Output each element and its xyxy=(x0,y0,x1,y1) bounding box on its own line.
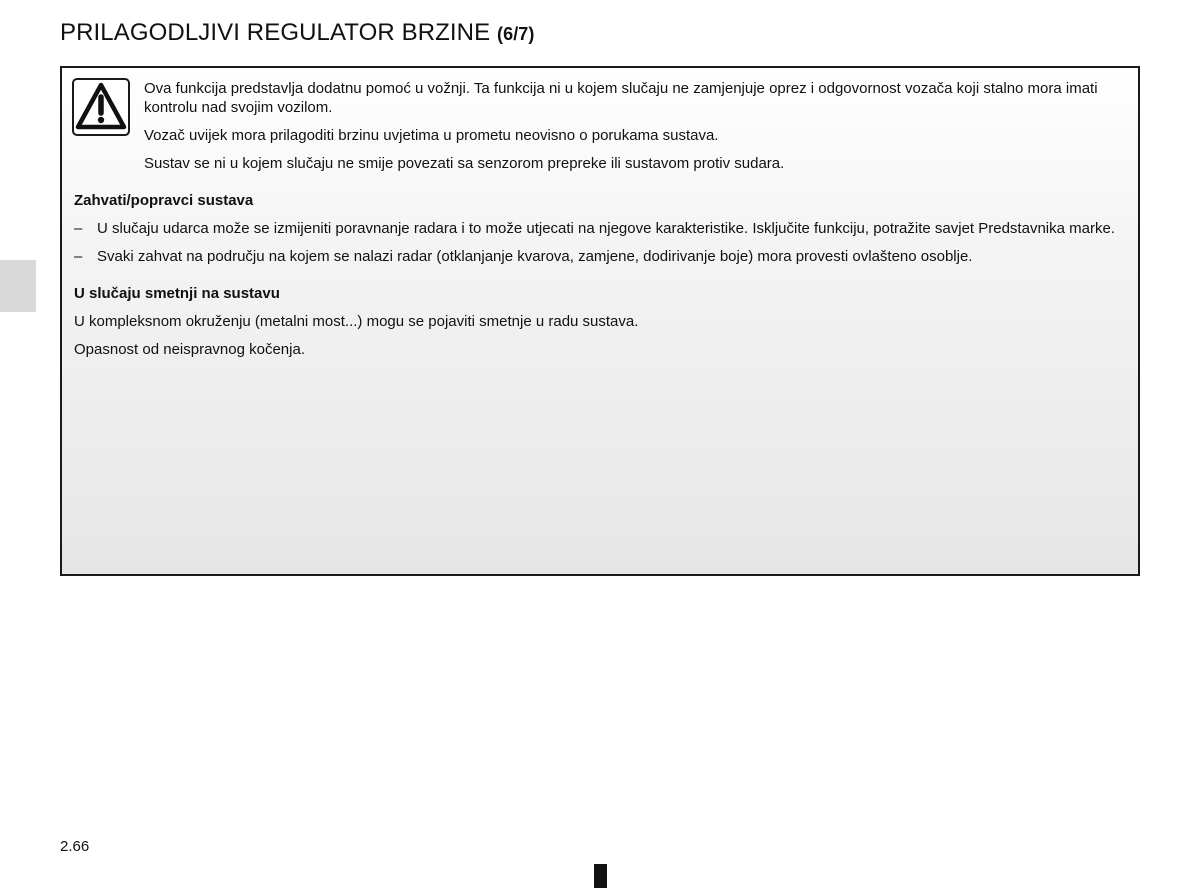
list-item xyxy=(74,219,1126,238)
interference-paragraph: Opasnost od neispravnog kočenja. xyxy=(74,341,305,358)
interference-paragraph: U kompleksnom okruženju (metalni most...) mogu se pojaviti smetnje u radu sustava. xyxy=(74,313,639,330)
intro-paragraph: Vozač uvijek mora prilagoditi brzinu uvjetima u prometu neovisno o porukama sustava. xyxy=(144,127,719,144)
warning-triangle-icon xyxy=(72,78,130,136)
chapter-side-tab xyxy=(0,260,36,312)
list-item-text: U slučaju udarca može se izmijeniti poravnanje radara i to može utjecati na njegove karakteristike. Isključite funkciju, potražite savjet Predstavnika marke. xyxy=(97,220,1115,237)
dash-bullet: – xyxy=(74,220,83,237)
warning-details xyxy=(74,191,1126,368)
section-heading-repairs: Zahvati/popravci sustava xyxy=(74,192,254,209)
dash-bullet: – xyxy=(74,248,83,265)
warning-box xyxy=(60,66,1140,576)
intro-paragraph: Sustav se ni u kojem slučaju ne smije povezati sa senzorom prepreke ili sustavom protiv sudara. xyxy=(144,155,785,172)
page-title-text: PRILAGODLJIVI REGULATOR BRZINE xyxy=(60,19,491,46)
page-edge-marker xyxy=(594,864,607,888)
warning-intro xyxy=(144,79,1126,182)
list-item xyxy=(74,247,1126,266)
repairs-list xyxy=(74,219,1126,266)
section-heading-interference: U slučaju smetnji na sustavu xyxy=(74,285,280,302)
page-part-indicator: (6/7) xyxy=(497,24,535,44)
list-item-text: Svaki zahvat na području na kojem se nalazi radar (otklanjanje kvarova, zamjene, dodirivanje boje) mora provesti ovlašteno osoblje. xyxy=(97,248,973,265)
intro-paragraph: Ova funkcija predstavlja dodatnu pomoć u vožnji. Ta funkcija ni u kojem slučaju ne zamjenjuje oprez i odgovornost vozača koji stalno mora imati kontrolu nad svojim vozilom. xyxy=(144,80,1098,116)
page-title xyxy=(60,18,535,49)
page-number: 2.66 xyxy=(60,838,90,855)
warning-triangle-icon-graphic xyxy=(74,80,128,134)
